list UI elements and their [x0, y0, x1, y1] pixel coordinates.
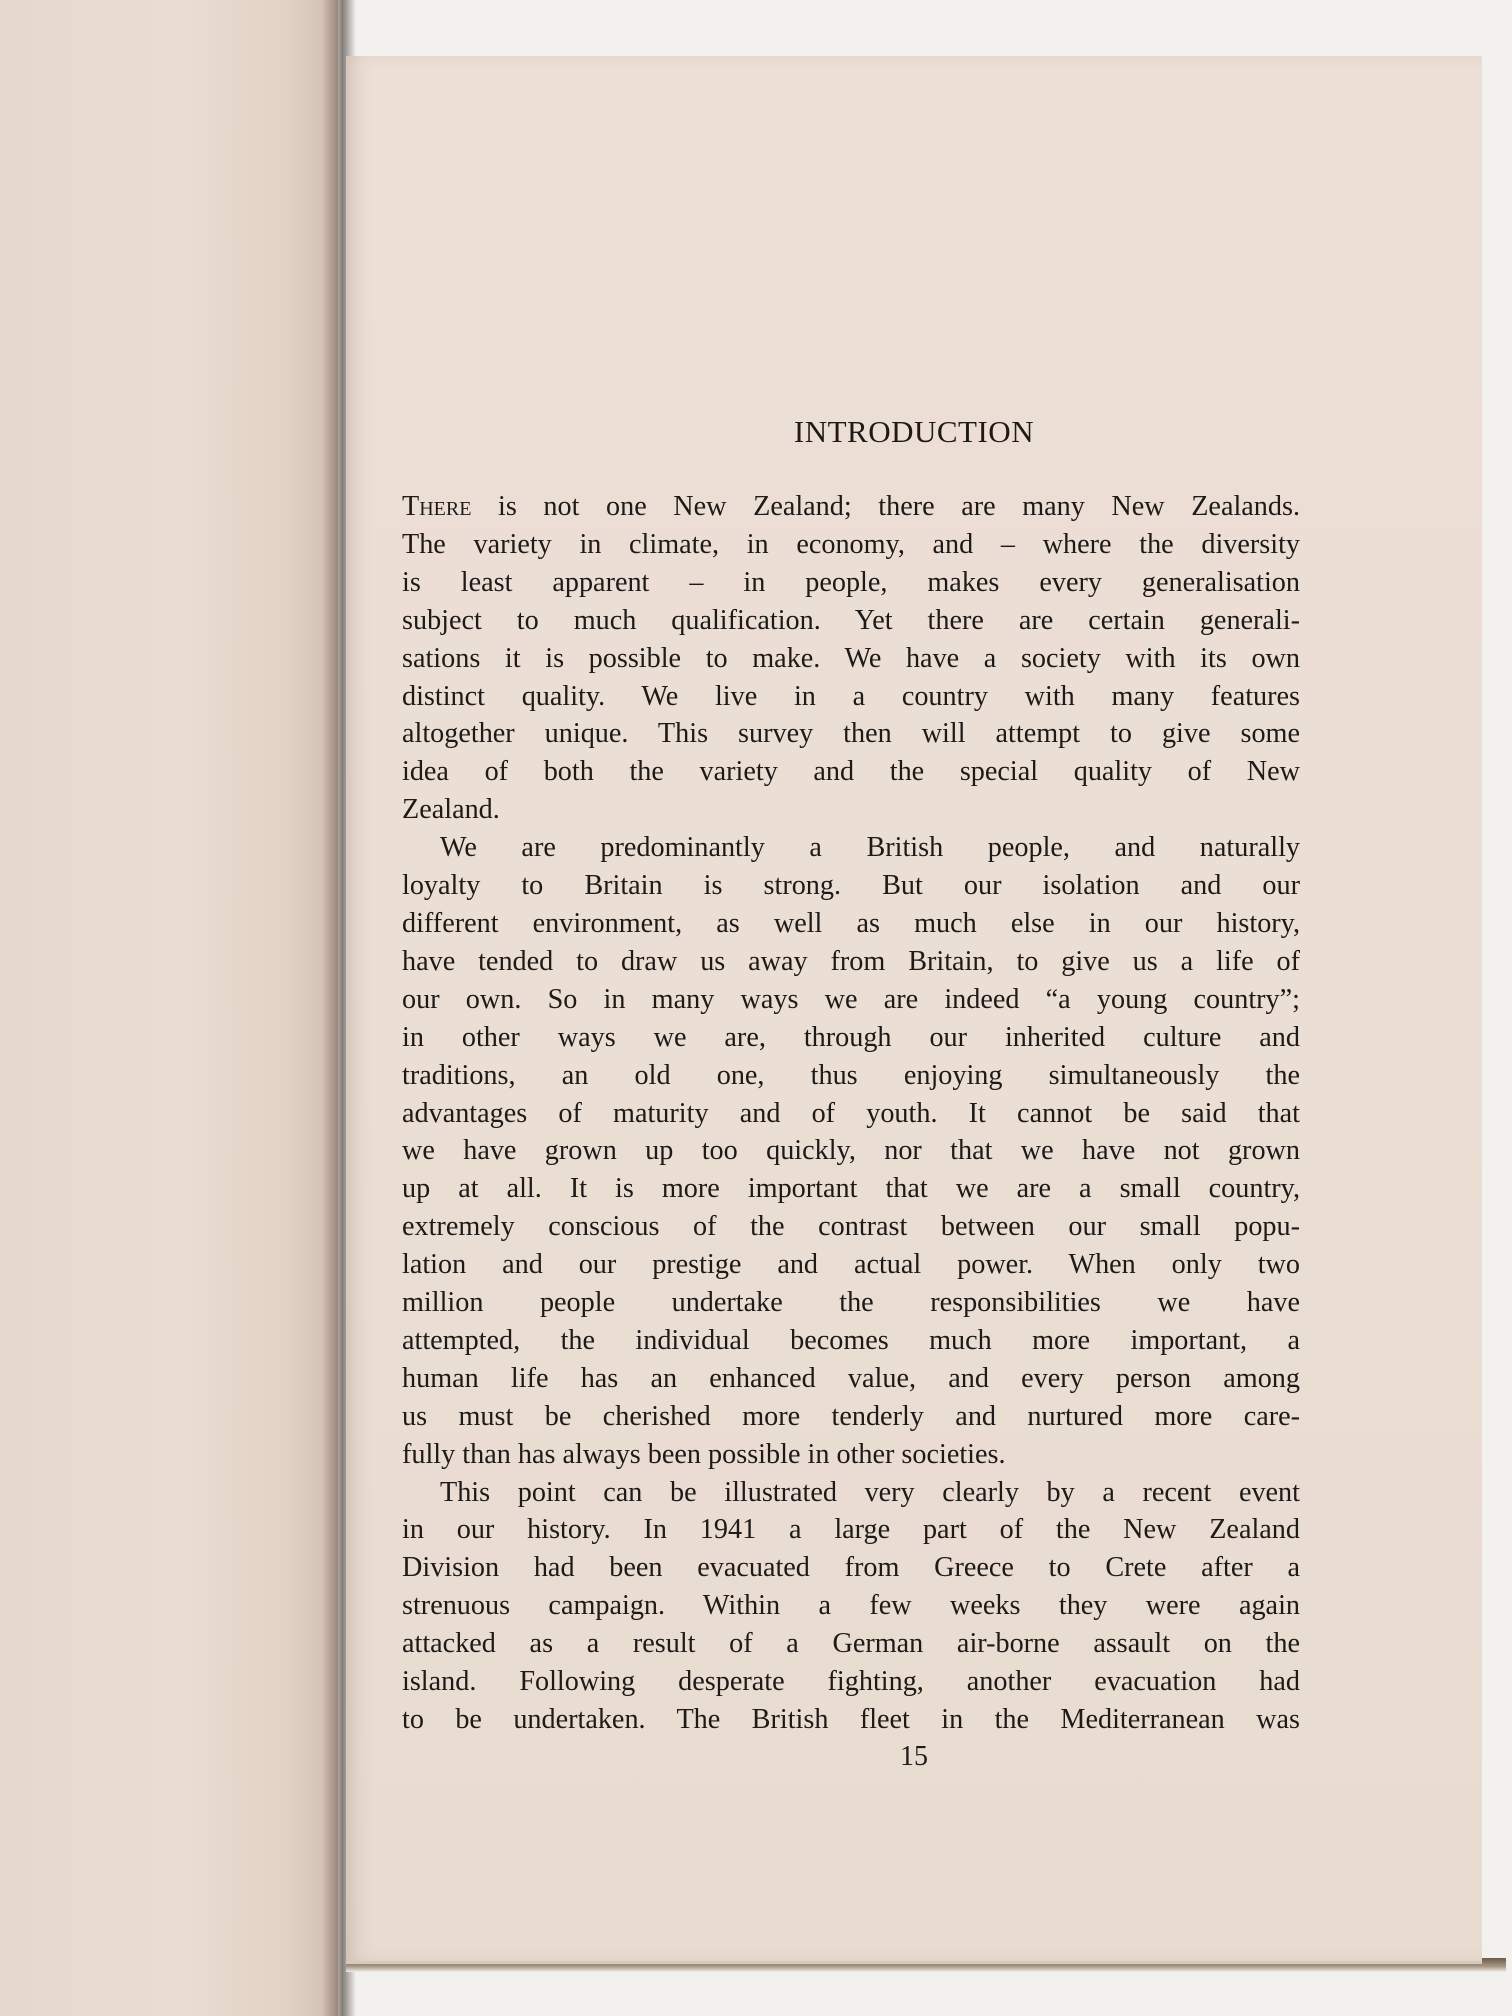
right-page — [346, 56, 1482, 1964]
text-line: up at all. It is more important that we are a small country, — [402, 1173, 1300, 1205]
text-line-rest: is not one New Zealand; there are many New Zealands. — [471, 491, 1300, 522]
text-line: advantages of maturity and of youth. It cannot be said that — [402, 1097, 1300, 1129]
text-line: in our history. In 1941 a large part of the New Zealand — [402, 1514, 1300, 1546]
text-line: island. Following desperate fighting, another evacuation had — [402, 1666, 1300, 1698]
text-line: attempted, the individual becomes much more important, a — [402, 1324, 1300, 1356]
left-page — [0, 0, 338, 2016]
body-text — [402, 488, 1300, 1739]
text-line: us must be cherished more tenderly and nurtured more care- — [402, 1400, 1300, 1432]
text-line: idea of both the variety and the special quality of New — [402, 756, 1300, 788]
text-line: have tended to draw us away from Britain, to give us a life of — [402, 945, 1300, 977]
lead-small-caps: There — [402, 491, 472, 522]
chapter-heading: INTRODUCTION — [793, 414, 1035, 449]
text-line: extremely conscious of the contrast between our small popu- — [402, 1211, 1300, 1243]
text-line: lation and our prestige and actual power. When only two — [402, 1249, 1300, 1281]
text-line: loyalty to Britain is strong. But our isolation and our — [402, 870, 1300, 902]
paragraph-2 — [402, 829, 1300, 1473]
text-line: human life has an enhanced value, and every person among — [402, 1362, 1300, 1394]
text-line: million people undertake the responsibilities we have — [402, 1287, 1300, 1319]
text-line: subject to much qualification. Yet there are certain generali- — [402, 604, 1300, 636]
text-line: fully than has always been possible in other societies. — [402, 1438, 1006, 1470]
text-line: to be undertaken. The British fleet in the Mediterranean was — [402, 1704, 1300, 1735]
text-line: is least apparent – in people, makes every generalisation — [402, 566, 1300, 598]
page-number: 15 — [900, 1741, 928, 1772]
text-line: attacked as a result of a German air-borne assault on the — [402, 1628, 1300, 1660]
text-line — [402, 488, 1300, 526]
text-line: Zealand. — [402, 794, 500, 826]
text-line: we have grown up too quickly, nor that we have not grown — [402, 1135, 1300, 1167]
text-line: distinct quality. We live in a country with many features — [402, 680, 1300, 712]
paragraph-1 — [402, 488, 1300, 829]
text-line: traditions, an old one, thus enjoying simultaneously the — [402, 1059, 1300, 1091]
text-line: Division had been evacuated from Greece to Crete after a — [402, 1552, 1300, 1584]
text-line: We are predominantly a British people, and naturally — [440, 832, 1300, 864]
text-line: altogether unique. This survey then will attempt to give some — [402, 718, 1300, 750]
text-line: in other ways we are, through our inherited culture and — [402, 1021, 1300, 1053]
text-line: strenuous campaign. Within a few weeks they were again — [402, 1590, 1300, 1622]
paragraph-3 — [402, 1474, 1300, 1739]
text-line: sations it is possible to make. We have a society with its own — [402, 642, 1300, 674]
text-line: The variety in climate, in economy, and – where the diversity — [402, 528, 1300, 560]
text-line: This point can be illustrated very clearly by a recent event — [440, 1476, 1300, 1508]
text-line: different environment, as well as much else in our history, — [402, 907, 1300, 939]
text-line: our own. So in many ways we are indeed “a young country”; — [402, 983, 1300, 1015]
